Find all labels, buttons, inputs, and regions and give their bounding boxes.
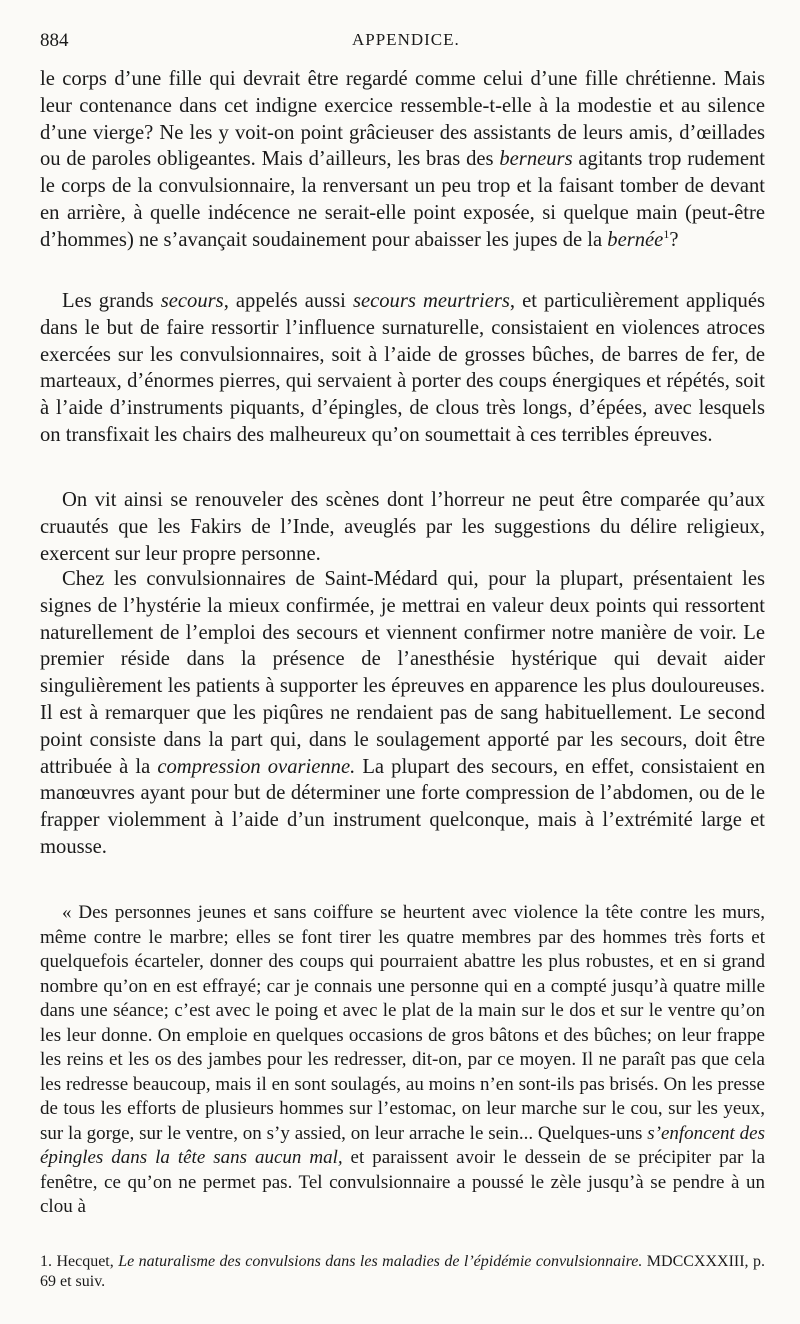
footnote: 1. Hecquet, Le naturalisme des convulsions dans les maladies de l’épidémie convulsionnaire. MDCCXXXIII, p. 69 et suiv.	[40, 1253, 765, 1290]
italic-term: compression ovarienne.	[157, 755, 356, 778]
italic-term: s’enfoncent des épingles dans la tête sans aucun mal,	[40, 1122, 765, 1168]
footnote-ref: 1	[663, 226, 670, 241]
page-header	[40, 30, 770, 56]
paragraph-continuation: le corps d’une fille qui devrait être regardé comme celui d’une fille chrétienne. Mais leur contenance dans cet indigne exercice ressemble-t-elle à la modestie et au silence d’une vierge? Ne les y voit-on point grâcieuser des assistants de leurs amis, d’œillades ou de paroles obligeantes. Mais d’ailleurs, les bras des berneurs agitants trop rudement le corps de la convulsionnaire, la renversant un peu trop et la faisant tomber de devant en arrière, à quelle indécence ne serait-elle point exposée, si quelque main (peut-être d’hommes) ne s’avançait soudainement pour abaisser les jupes de la bernée$^1$?	[40, 68, 765, 251]
italic-term: secours	[160, 290, 224, 312]
paragraph-saint-medard: Chez les convulsionnaires de Saint-Médard qui, pour la plupart, présentaient les signes de l’hystérie la mieux confirmée, je mettrai en valeur deux points qui ressortent naturellement de l’emploi des secours et viennent confirmer notre manière de voir. Le premier réside dans la présence de l’anesthésie hystérique qui devait aider singulièrement les patients à supporter les épreuves en apparence les plus douloureuses. Il est à remarquer que les piqûres ne rendaient pas de sang habituellement. Le second point consiste dans la part qui, dans le soulagement apporté par les secours, doit être attribuée à la compression ovarienne. La plupart des secours, en effet, consistaient en manœuvres ayant pour but de déterminer une forte compression de l’abdomen, ou de le frapper violemment à l’aide d’un instrument quelconque, mais à l’extrémité large et mousse.	[40, 568, 766, 858]
italic-term: secours meurtriers	[352, 290, 510, 312]
italic-term: bernée	[607, 228, 664, 251]
page-number: 884	[40, 30, 69, 51]
italic-term: berneurs	[499, 148, 573, 171]
running-head: APPENDICE.	[352, 30, 460, 49]
footnote-title: Le naturalisme des convulsions dans les maladies de l’épidémie convulsionnaire.	[118, 1253, 643, 1270]
paragraph-secours: Les grands secours, appelés aussi secours meurtriers, et particulièrement appliqués dans le but de faire ressortir l’influence surnaturelle, consistaient en violences atroces exercées sur les convulsionnaires, soit à l’aide de grosses bûches, de barres de fer, de marteaux, d’énormes pierres, qui servaient à porter des coups énergiques et répétés, soit à l’aide d’instruments piquants, d’épingles, de clous très longs, d’épées, avec lesquels on transfixait les chairs des malheureux qu’on soumettait à ces terribles épreuves.	[40, 290, 765, 446]
quotation: « Des personnes jeunes et sans coiffure se heurtent avec violence la tête contre les murs, même contre le marbre; elles se font tirer les quatre membres par des hommes très forts et quelquefois écarteler, donner des coups qui pourraient abattre les plus robustes, et en si grand nombre qu’on en est effrayé; car je connais une personne qui en a compté jusqu’à quatre mille dans une séance; c’est avec le poing et avec le plat de la main sur le dos et sur le ventre qu’on les leur donne. On emploie en quelques occasions de gros bâtons et des bûches; on leur frappe les reins et les os des jambes pour les redresser, dit-on, par ce moyen. Il ne paraît pas que cela les redresse beaucoup, mais il en sont soulagés, au moins n’en sont-ils pas brisés. On les presse de tous les efforts de plusieurs hommes sur l’estomac, on leur marche sur le cou, sur les yeux, sur la gorge, sur le ventre, on s’y assied, on leur arrache le sein... Quelques-uns s’enfoncent des épingles dans la tête sans aucun mal, et paraissent avoir le dessein de se précipiter par la fenêtre, ce qu’on ne permet pas. Tel convulsionnaire a poussé le zèle jusqu’à se pendre à un clou à	[40, 902, 765, 1217]
paragraph-fakirs: On vit ainsi se renouveler des scènes dont l’horreur ne peut être comparée qu’aux cruautés que les Fakirs de l’Inde, aveuglés par les suggestions du délire religieux, exercent sur leur propre personne.	[40, 489, 765, 565]
